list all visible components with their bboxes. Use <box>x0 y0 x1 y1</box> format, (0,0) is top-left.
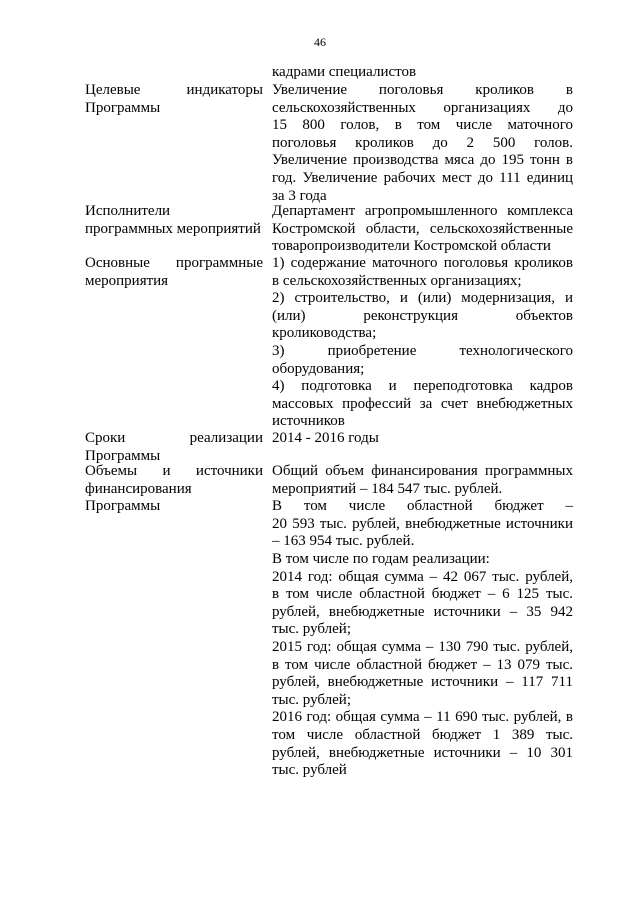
value-line: – 163 954 тыс. рублей. <box>272 533 415 550</box>
value-line: мероприятий – 184 547 тыс. рублей. <box>272 480 503 497</box>
value-line: тыс. рублей; <box>272 621 351 638</box>
value-cell <box>272 463 573 780</box>
page-number: 46 <box>314 35 326 49</box>
value-cell <box>272 203 573 256</box>
value-line: товаропроизводители Костромской области <box>272 238 551 255</box>
value-line: 2014 - 2016 годы <box>272 430 379 446</box>
value-line: (или) реконструкция объектов <box>272 307 573 324</box>
label-cell <box>85 255 263 290</box>
label-line: Основные программные <box>85 255 263 271</box>
value-line: 1) содержание маточного поголовья кроликов <box>272 255 573 271</box>
value-line: 2014 год: общая сумма – 42 067 тыс. рублей, <box>272 568 573 585</box>
label-line: Программы <box>85 498 161 515</box>
value-cell <box>272 82 573 205</box>
value-line: сельскохозяйственных организациях до <box>272 99 573 116</box>
value-line: Увеличение поголовья кроликов в <box>272 82 573 98</box>
label-line: мероприятия <box>85 272 169 289</box>
label-line: программных мероприятий <box>85 220 261 237</box>
value-line: рублей, внебюджетные источники – 117 711 <box>272 674 573 691</box>
value-line: Департамент агропромышленного комплекса <box>272 203 573 219</box>
value-line: 2) строительство, и (или) модернизация, и <box>272 290 573 307</box>
value-line: 3) приобретение технологического <box>272 342 573 359</box>
value-line: кролиководства; <box>272 325 377 342</box>
value-line: Костромской области, сельскохозяйственные <box>272 220 573 237</box>
value-line: том числе областной бюджет 1 389 тыс. <box>272 726 573 743</box>
value-line: массовых профессий за счет внебюджетных <box>272 395 573 412</box>
value-cell <box>272 430 573 448</box>
label-cell <box>85 430 263 465</box>
label-cell <box>85 463 263 516</box>
value-line: в сельскохозяйственных организациях; <box>272 272 522 289</box>
value-line: кадрами специалистов <box>272 64 417 80</box>
value-line: 2015 год: общая сумма – 130 790 тыс. рублей, <box>272 638 573 655</box>
value-line: тыс. рублей; <box>272 691 351 708</box>
label-line: Программы <box>85 99 161 116</box>
label-line: Сроки реализации <box>85 430 263 446</box>
value-cell <box>272 255 573 431</box>
value-line: В том числе областной бюджет – <box>272 498 573 515</box>
label-line: Целевые индикаторы <box>85 82 263 98</box>
value-line: рублей, внебюджетные источники – 35 942 <box>272 603 573 620</box>
label-line: Исполнители <box>85 203 171 219</box>
value-line: 15 800 голов, в том числе маточного <box>272 117 573 134</box>
value-line: 4) подготовка и переподготовка кадров <box>272 378 573 395</box>
value-line: источников <box>272 413 345 430</box>
value-line: рублей, внебюджетные источники – 10 301 <box>272 744 573 761</box>
value-line: поголовья кроликов до 2 500 голов. <box>272 134 573 151</box>
value-line: в том числе областной бюджет – 6 125 тыс. <box>272 586 573 603</box>
label-cell <box>85 203 263 238</box>
value-line: 20 593 тыс. рублей, внебюджетные источники <box>272 515 573 532</box>
label-cell <box>85 82 263 117</box>
value-line: оборудования; <box>272 360 365 377</box>
value-line: в том числе областной бюджет – 13 079 тыс. <box>272 656 573 673</box>
value-line: 2016 год: общая сумма – 11 690 тыс. рублей, в <box>272 709 573 726</box>
value-line: Увеличение производства мяса до 195 тонн в <box>272 152 573 169</box>
label-line: Программы <box>85 447 161 464</box>
value-line: тыс. рублей <box>272 762 347 779</box>
label-line: финансирования <box>85 480 192 497</box>
label-line: Объемы и источники <box>85 463 263 479</box>
value-line: Общий объем финансирования программных <box>272 463 573 479</box>
value-line: за 3 года <box>272 187 327 204</box>
value-line: год. Увеличение рабочих мест до 111 единиц <box>272 169 573 186</box>
value-line: В том числе по годам реализации: <box>272 550 490 567</box>
value-cell <box>272 64 573 82</box>
